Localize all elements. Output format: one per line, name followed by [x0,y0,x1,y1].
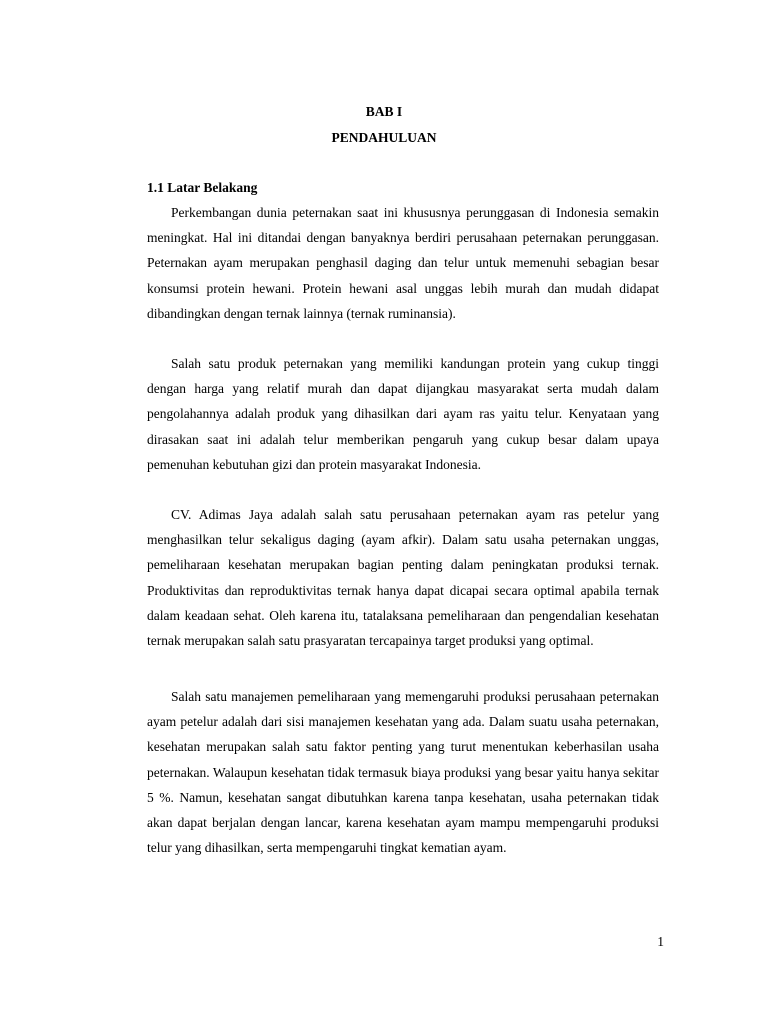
paragraph-2: Salah satu produk peternakan yang memiliki kandungan protein yang cukup tinggi dengan harga yang relatif murah dan dapat dijangkau masyarakat serta mudah dalam pengolahannya adalah produk yang dihasilkan dari ayam ras yaitu telur. Kenyataan yang dirasakan saat ini adalah telur memberikan pengaruh yang cukup besar dalam upaya pemenuhan kebutuhan gizi dan protein masyarakat Indonesia. [147,356,659,472]
paragraph-3: CV. Adimas Jaya adalah salah satu perusahaan peternakan ayam ras petelur yang menghasilkan telur sekaligus daging (ayam afkir). Dalam satu usaha peternakan unggas, pemeliharaan kesehatan merupakan bagian penting dalam peningkatan produksi ternak. Produktivitas dan reproduktivitas ternak hanya dapat dicapai secara optimal apabila ternak dalam keadaan sehat. Oleh karena itu, tatalaksana pemeliharaan dan pengendalian kesehatan ternak merupakan salah satu prasyaratan tercapainya target produksi yang optimal. [147,507,659,649]
page-number: 1 [657,934,664,949]
chapter-number: BAB I [365,104,403,119]
paragraph-1: Perkembangan dunia peternakan saat ini khususnya perunggasan di Indonesia semakin meningkat. Hal ini ditandai dengan banyaknya berdiri perusahaan peternakan perunggasan. Peternakan ayam merupakan penghasil daging dan telur untuk memenuhi sebagian besar konsumsi protein hewani. Protein hewani asal unggas lebih murah dan mudah didapat dibandingkan dengan ternak lainnya (ternak ruminansia). [147,205,659,321]
paragraph-4: Salah satu manajemen pemeliharaan yang memengaruhi produksi perusahaan peternakan ayam petelur adalah dari sisi manajemen kesehatan yang ada. Dalam suatu usaha peternakan, kesehatan merupakan salah satu faktor penting yang turut menentukan keberhasilan usaha peternakan. Walaupun kesehatan tidak termasuk biaya produksi yang besar yaitu hanya sekitar 5 %. Namun, kesehatan sangat dibutuhkan karena tanpa kesehatan, usaha peternakan tidak akan dapat berjalan dengan lancar, karena kesehatan ayam mampu mempengaruhi produksi telur yang dihasilkan, serta mempengaruhi tingkat kematian ayam. [147,689,659,856]
section-heading: 1.1 Latar Belakang [147,180,258,195]
chapter-title: PENDAHULUAN [331,130,437,145]
